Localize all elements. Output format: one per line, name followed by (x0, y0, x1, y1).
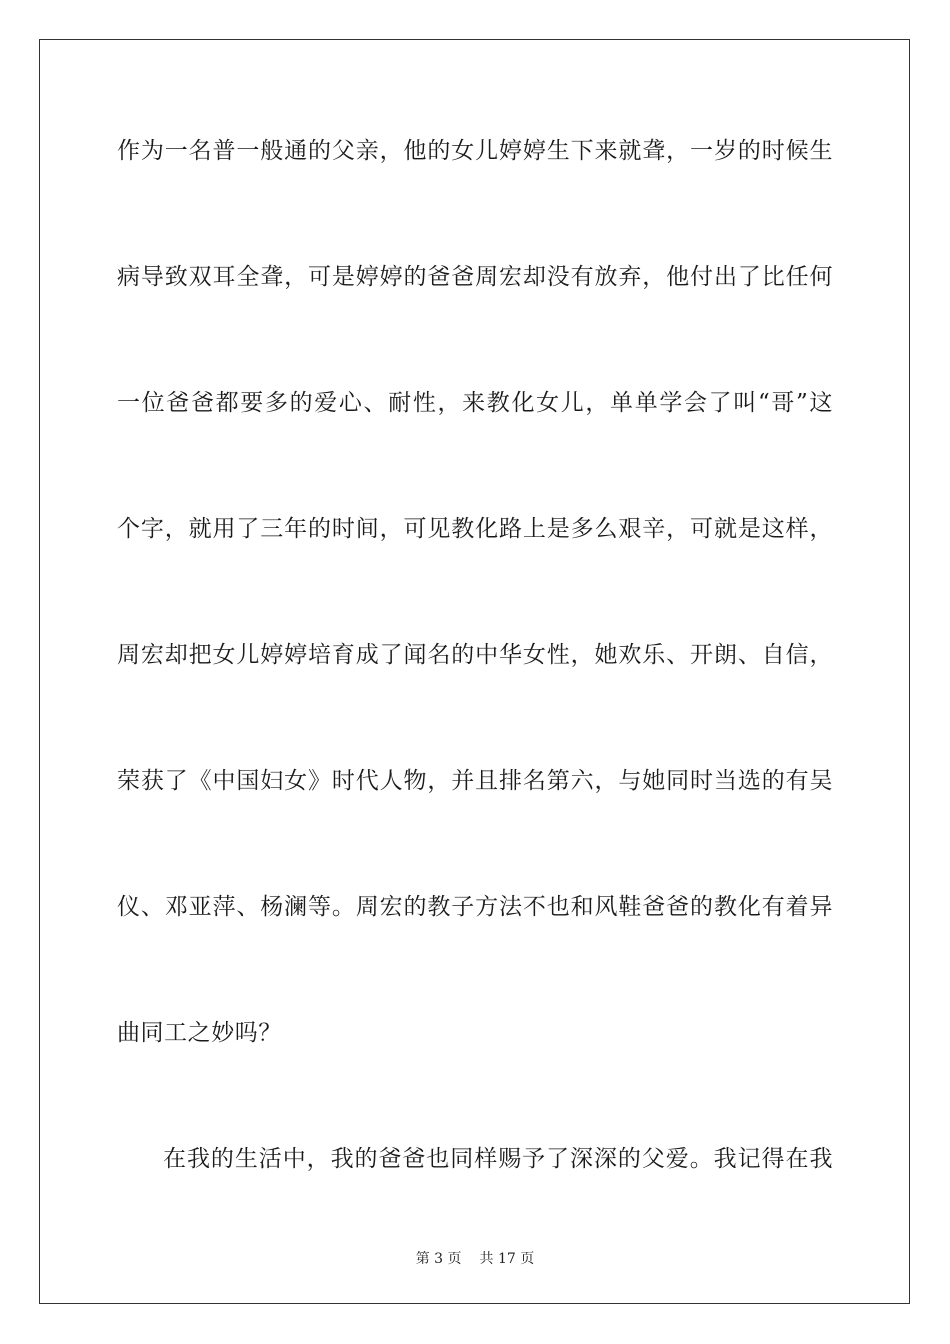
paragraph-line-4: 个字，就用了三年的时间，可见教化路上是多么艰辛，可就是这样， (117, 516, 833, 542)
paragraph-line-6: 荣获了《中国妇女》时代人物，并且排名第六，与她同时当选的有吴 (117, 768, 833, 794)
page-total: 共 17 页 (479, 1251, 535, 1267)
paragraph-line-8: 曲同工之妙吗？ (117, 1020, 282, 1046)
page-number: 第 3 页 (415, 1251, 462, 1267)
paragraph-line-7: 仪、邓亚萍、杨澜等。周宏的教子方法不也和风鞋爸爸的教化有着异 (117, 894, 833, 920)
paragraph-line-2: 病导致双耳全聋，可是婷婷的爸爸周宏却没有放弃，他付出了比任何 (117, 264, 833, 290)
document-body (117, 116, 833, 1250)
paragraph-line-5: 周宏却把女儿婷婷培育成了闻名的中华女性，她欢乐、开朗、自信， (117, 642, 833, 668)
paragraph-line-9: 在我的生活中，我的爸爸也同样赐予了深深的父爱。我记得在我 (163, 1146, 833, 1172)
page-footer (0, 1248, 950, 1268)
paragraph-line-3: 一位爸爸都要多的爱心、耐性，来教化女儿，单单学会了叫“哥”这 (117, 390, 833, 416)
paragraph-line-1: 作为一名普一般通的父亲，他的女儿婷婷生下来就聋，一岁的时候生 (117, 138, 833, 164)
